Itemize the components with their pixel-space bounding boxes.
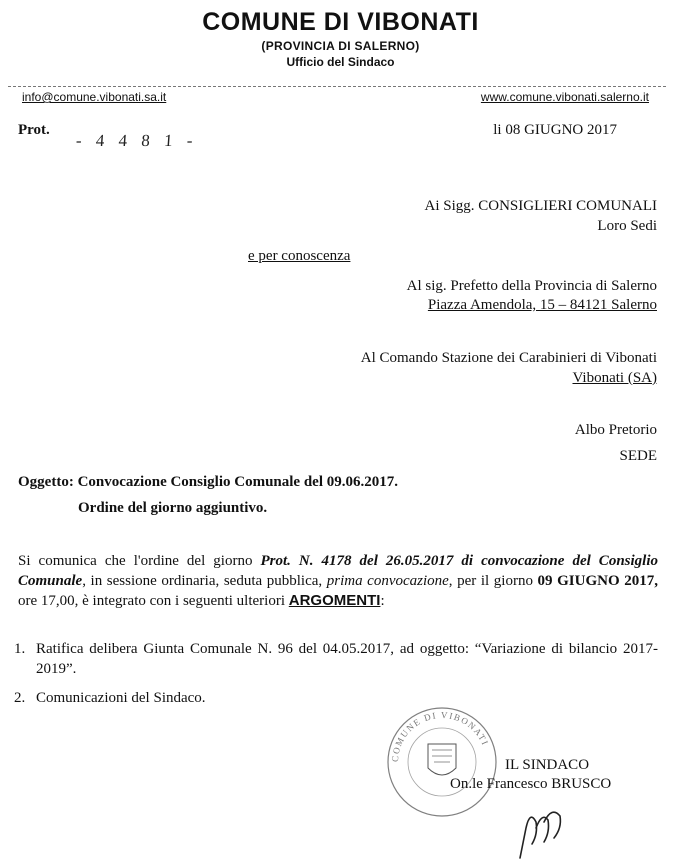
list-item	[14, 689, 658, 709]
recipient-councillors-seat: Loro Sedi	[597, 218, 657, 234]
recipient-councillors: Ai Sigg. CONSIGLIERI COMUNALI	[424, 198, 657, 214]
list-item-number: 2.	[14, 690, 26, 706]
recipient-prefect: Al sig. Prefetto della Provincia di Salerno	[406, 278, 657, 294]
list-item-text: Comunicazioni del Sindaco.	[36, 690, 206, 706]
website-link[interactable]: www.comune.vibonati.salerno.it	[480, 90, 649, 104]
recipient-carabinieri-address: Vibonati (SA)	[572, 370, 657, 386]
municipal-stamp	[376, 700, 506, 820]
subject-line	[18, 474, 398, 491]
subject-line-2: Ordine del giorno aggiuntivo.	[78, 500, 268, 516]
body-text-2: , in sessione ordinaria, seduta pubblica,	[82, 572, 327, 589]
body-argomenti: ARGOMENTI	[288, 592, 381, 609]
svg-text:COMUNE DI VIBONATI: COMUNE DI VIBONATI	[389, 709, 491, 763]
signatory-name: On.le Francesco BRUSCO	[450, 776, 612, 792]
body-text-3: , per il giorno	[448, 572, 538, 589]
handwritten-signature	[500, 798, 570, 860]
letterhead-province: (PROVINCIA DI SALERNO)	[261, 39, 420, 53]
header-divider	[8, 86, 666, 87]
recipient-prefect-address: Piazza Amendola, 15 – 84121 Salerno	[427, 297, 657, 313]
body-reference: Prot. N. 4178 del 26.05.2017 di convocazione del Consiglio Comunale	[18, 553, 658, 589]
body-date: 09 GIUGNO 2017,	[537, 572, 658, 589]
letterhead-title: COMUNE DI VIBONATI	[202, 8, 479, 36]
body-paragraph	[18, 552, 658, 612]
letterhead-office: Ufficio del Sindaco	[286, 55, 395, 69]
protocol-number-handwritten: - 4 4 8 1 -	[75, 131, 199, 150]
list-item-number: 1.	[14, 641, 26, 657]
cc-label: e per conoscenza	[248, 248, 351, 264]
list-item	[14, 640, 658, 679]
signatory-title: IL SINDACO	[505, 757, 590, 773]
subject-text: Convocazione Consiglio Comunale del 09.06.2017.	[77, 474, 398, 490]
body-convocation: prima convocazione	[326, 572, 449, 589]
recipient-albo-seat: SEDE	[619, 448, 657, 464]
list-item-text: Ratifica delibera Giunta Comunale N. 96 del 04.05.2017, ad oggetto: “Variazione di bilancio 2017-2019”.	[36, 641, 658, 677]
recipient-carabinieri: Al Comando Stazione dei Carabinieri di Vibonati	[360, 350, 657, 366]
letter-date: li 08 GIUGNO 2017	[493, 122, 617, 138]
recipient-albo: Albo Pretorio	[574, 422, 657, 438]
email-link[interactable]: info@comune.vibonati.sa.it	[22, 90, 167, 104]
body-text-5: :	[380, 593, 385, 609]
body-text-4: ore 17,00, è integrato con i seguenti ulteriori	[18, 593, 289, 609]
protocol-label: Prot.	[18, 122, 50, 138]
agenda-list	[14, 640, 658, 719]
subject-label: Oggetto:	[18, 474, 74, 490]
body-text-1: Si comunica che l'ordine del giorno	[18, 553, 261, 569]
